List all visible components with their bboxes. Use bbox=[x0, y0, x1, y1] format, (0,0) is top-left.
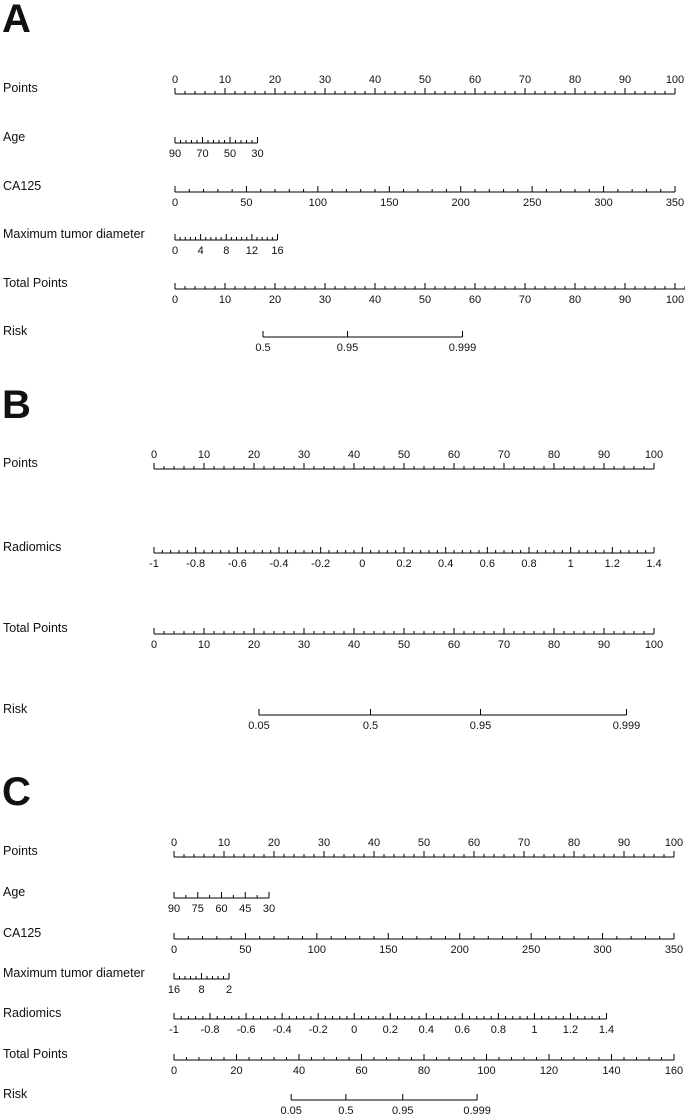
tick-label: 0 bbox=[351, 1024, 358, 1036]
tick-label: 70 bbox=[518, 294, 532, 306]
tick-label: 60 bbox=[447, 449, 461, 461]
tick-label: 0 bbox=[171, 294, 179, 306]
row-label: Total Points bbox=[3, 621, 68, 635]
tick-label: 10 bbox=[218, 294, 232, 306]
tick-label: 60 bbox=[468, 74, 482, 86]
tick-label: 0.5 bbox=[338, 1105, 354, 1117]
row-maximum-tumor-diameter bbox=[3, 227, 284, 257]
tick-label: 1.4 bbox=[646, 558, 662, 570]
tick-label: 0 bbox=[171, 245, 179, 257]
row-label: Risk bbox=[3, 1087, 28, 1101]
tick-label: 40 bbox=[292, 1065, 306, 1077]
tick-label: -0.2 bbox=[311, 558, 331, 570]
tick-label: 40 bbox=[367, 837, 381, 849]
tick-label: 80 bbox=[417, 1065, 431, 1077]
tick-label: 60 bbox=[215, 903, 228, 915]
tick-label: 10 bbox=[217, 837, 231, 849]
tick-label: 60 bbox=[467, 837, 481, 849]
tick-label: 160 bbox=[664, 1065, 684, 1077]
tick-label: -0.8 bbox=[186, 558, 206, 570]
tick-label: 60 bbox=[468, 294, 482, 306]
tick-label: 0 bbox=[150, 449, 158, 461]
tick-label: 40 bbox=[368, 294, 382, 306]
tick-label: 80 bbox=[547, 639, 561, 651]
row-risk bbox=[3, 1087, 491, 1117]
tick-label: 2 bbox=[225, 984, 233, 996]
row-total-points bbox=[3, 1047, 683, 1077]
tick-label: 0.999 bbox=[448, 342, 477, 354]
tick-label: 1 bbox=[531, 1024, 538, 1036]
tick-label: 250 bbox=[522, 197, 542, 209]
tick-label: 0.05 bbox=[280, 1105, 302, 1117]
tick-label: 100 bbox=[665, 294, 685, 306]
panel-c bbox=[2, 770, 683, 1117]
tick-label: 90 bbox=[168, 148, 182, 160]
tick-label: 30 bbox=[297, 639, 311, 651]
row-label: Points bbox=[3, 844, 38, 858]
row-label: Maximum tumor diameter bbox=[3, 966, 145, 980]
row-ca125 bbox=[3, 179, 684, 209]
tick-label: 70 bbox=[196, 148, 209, 160]
tick-label: 30 bbox=[262, 903, 276, 915]
tick-label: 100 bbox=[665, 74, 685, 86]
tick-label: 60 bbox=[447, 639, 461, 651]
tick-label: 60 bbox=[355, 1065, 368, 1077]
row-label: CA125 bbox=[3, 926, 42, 940]
tick-label: 70 bbox=[518, 74, 532, 86]
tick-label: 40 bbox=[347, 449, 361, 461]
row-label: Risk bbox=[3, 702, 28, 716]
row-points bbox=[3, 449, 663, 470]
tick-label: 100 bbox=[644, 639, 664, 651]
tick-label: -0.4 bbox=[269, 558, 289, 570]
tick-label: 300 bbox=[593, 944, 612, 956]
row-label: Age bbox=[3, 885, 26, 899]
tick-label: 250 bbox=[521, 944, 541, 956]
tick-label: 0.8 bbox=[521, 558, 537, 570]
tick-label: 10 bbox=[197, 449, 211, 461]
row-ca125 bbox=[3, 926, 683, 956]
tick-label: 20 bbox=[267, 837, 281, 849]
tick-label: 90 bbox=[617, 837, 631, 849]
tick-label: 0.2 bbox=[382, 1024, 398, 1036]
tick-label: 200 bbox=[450, 944, 469, 956]
tick-label: 80 bbox=[568, 294, 582, 306]
tick-label: 30 bbox=[318, 294, 332, 306]
tick-label: 1.2 bbox=[562, 1024, 579, 1036]
tick-label: 150 bbox=[379, 944, 398, 956]
tick-label: 90 bbox=[618, 74, 632, 86]
tick-label: 100 bbox=[308, 197, 328, 209]
tick-label: 30 bbox=[297, 449, 311, 461]
row-label: Maximum tumor diameter bbox=[3, 227, 145, 241]
tick-label: -1 bbox=[169, 1024, 179, 1036]
row-age bbox=[3, 130, 264, 160]
tick-label: 1 bbox=[567, 558, 574, 570]
tick-label: 4 bbox=[197, 245, 204, 257]
row-label: Points bbox=[3, 456, 38, 470]
tick-label: -0.6 bbox=[227, 558, 247, 570]
panel-b bbox=[2, 383, 663, 732]
row-label: Radiomics bbox=[3, 540, 62, 554]
tick-label: 350 bbox=[664, 944, 684, 956]
tick-label: 0.999 bbox=[612, 720, 641, 732]
tick-label: 8 bbox=[223, 245, 230, 257]
row-risk bbox=[3, 324, 476, 354]
panel-a bbox=[2, 0, 685, 354]
row-radiomics bbox=[3, 540, 662, 570]
row-label: Risk bbox=[3, 324, 28, 338]
row-radiomics bbox=[3, 1006, 614, 1036]
tick-label: 20 bbox=[247, 639, 261, 651]
tick-label: -1 bbox=[149, 558, 159, 570]
tick-label: 100 bbox=[307, 944, 327, 956]
tick-label: 10 bbox=[218, 74, 232, 86]
tick-label: 20 bbox=[230, 1065, 243, 1077]
tick-label: 90 bbox=[618, 294, 632, 306]
tick-label: -0.4 bbox=[272, 1024, 292, 1036]
tick-label: 16 bbox=[271, 245, 284, 257]
tick-label: 16 bbox=[167, 984, 181, 996]
tick-label: 30 bbox=[318, 74, 332, 86]
tick-label: 90 bbox=[597, 639, 611, 651]
panel-letter: A bbox=[2, 0, 31, 41]
row-label: Radiomics bbox=[3, 1006, 62, 1020]
tick-label: 0.999 bbox=[463, 1105, 491, 1117]
tick-label: 150 bbox=[380, 197, 399, 209]
row-total-points bbox=[3, 276, 685, 306]
row-total-points bbox=[3, 621, 663, 651]
row-maximum-tumor-diameter bbox=[3, 966, 232, 996]
tick-label: 12 bbox=[245, 245, 258, 257]
tick-label: 50 bbox=[240, 197, 253, 209]
tick-label: 0.05 bbox=[248, 720, 270, 732]
tick-label: 0 bbox=[171, 74, 179, 86]
row-age bbox=[3, 885, 275, 915]
tick-label: 20 bbox=[247, 449, 261, 461]
tick-label: 40 bbox=[347, 639, 361, 651]
tick-label: 0 bbox=[170, 837, 178, 849]
tick-label: 0.95 bbox=[469, 720, 492, 732]
tick-label: 0 bbox=[170, 944, 178, 956]
tick-label: 20 bbox=[268, 74, 282, 86]
tick-label: 0.6 bbox=[454, 1024, 470, 1036]
tick-label: -0.8 bbox=[200, 1024, 220, 1036]
tick-label: 50 bbox=[418, 74, 432, 86]
tick-label: 30 bbox=[251, 148, 264, 160]
tick-label: 0.6 bbox=[479, 558, 495, 570]
tick-label: 1.2 bbox=[604, 558, 620, 570]
tick-label: 1.4 bbox=[598, 1024, 615, 1036]
tick-label: 20 bbox=[268, 294, 282, 306]
tick-label: 300 bbox=[594, 197, 613, 209]
tick-label: 80 bbox=[567, 837, 581, 849]
tick-label: 10 bbox=[197, 639, 211, 651]
tick-label: 50 bbox=[223, 148, 237, 160]
tick-label: 350 bbox=[665, 197, 685, 209]
panel-letter: C bbox=[2, 770, 31, 814]
row-risk bbox=[3, 702, 640, 732]
tick-label: 8 bbox=[198, 984, 205, 996]
row-label: Age bbox=[3, 130, 26, 144]
row-label: Total Points bbox=[3, 1047, 68, 1061]
tick-label: 50 bbox=[397, 449, 411, 461]
tick-label: 50 bbox=[417, 837, 431, 849]
tick-label: 90 bbox=[597, 449, 611, 461]
tick-label: 50 bbox=[239, 944, 252, 956]
tick-label: 0.95 bbox=[336, 342, 359, 354]
tick-label: 80 bbox=[547, 449, 561, 461]
tick-label: 120 bbox=[539, 1065, 559, 1077]
tick-label: 200 bbox=[451, 197, 470, 209]
tick-label: 0.5 bbox=[255, 342, 271, 354]
tick-label: 0.4 bbox=[438, 558, 454, 570]
tick-label: 100 bbox=[477, 1065, 496, 1077]
tick-label: 0.95 bbox=[392, 1105, 414, 1117]
tick-label: 75 bbox=[191, 903, 204, 915]
row-label: Points bbox=[3, 81, 38, 95]
tick-label: 0.8 bbox=[490, 1024, 507, 1036]
tick-label: -0.2 bbox=[308, 1024, 328, 1036]
tick-label: 0.5 bbox=[362, 720, 379, 732]
tick-label: 0 bbox=[171, 197, 179, 209]
tick-label: 0 bbox=[359, 558, 366, 570]
row-points bbox=[3, 837, 683, 858]
tick-label: 100 bbox=[644, 449, 664, 461]
tick-label: 0 bbox=[150, 639, 158, 651]
tick-label: 80 bbox=[568, 74, 582, 86]
tick-label: 70 bbox=[517, 837, 531, 849]
tick-label: 0.4 bbox=[418, 1024, 434, 1036]
tick-label: -0.6 bbox=[236, 1024, 256, 1036]
tick-label: 90 bbox=[167, 903, 181, 915]
row-points bbox=[3, 74, 684, 95]
panel-letter: B bbox=[2, 383, 31, 427]
tick-label: 40 bbox=[368, 74, 382, 86]
tick-label: 0 bbox=[170, 1065, 178, 1077]
tick-label: 50 bbox=[418, 294, 432, 306]
tick-label: 45 bbox=[239, 903, 252, 915]
tick-label: 50 bbox=[397, 639, 411, 651]
row-label: Total Points bbox=[3, 276, 68, 290]
row-label: CA125 bbox=[3, 179, 42, 193]
tick-label: 100 bbox=[664, 837, 684, 849]
tick-label: 30 bbox=[317, 837, 331, 849]
tick-label: 0.2 bbox=[396, 558, 412, 570]
tick-label: 70 bbox=[497, 639, 511, 651]
tick-label: 140 bbox=[602, 1065, 621, 1077]
tick-label: 70 bbox=[497, 449, 511, 461]
